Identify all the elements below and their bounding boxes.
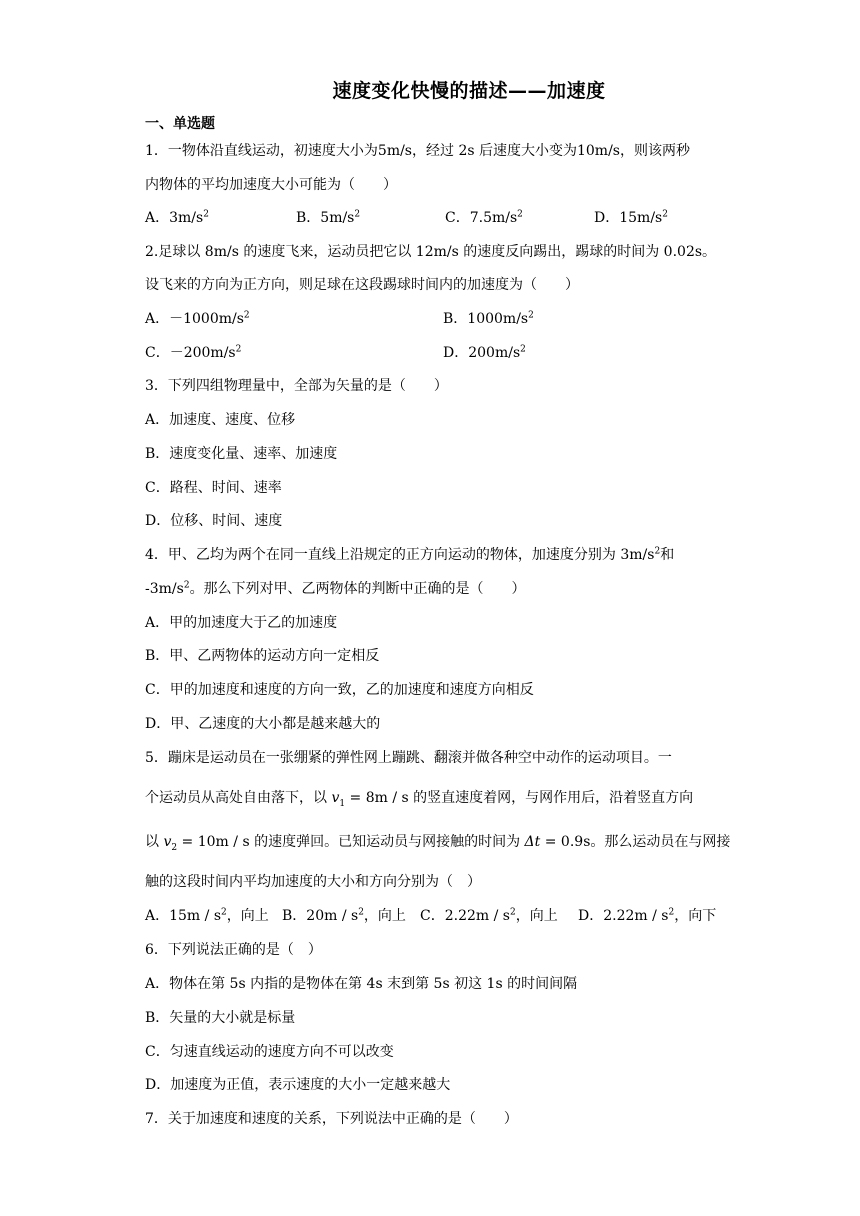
question-5-option-c[interactable]: C．$2.22m / s^2$，向上 [420,907,558,924]
question-2-text-cont: 设飞来的方向为正方向，则足球在这段踢球时间内的加速度为（ ） [145,277,579,293]
question-4-option-d[interactable]: D．甲、乙速度的大小都是越来越大的 [145,716,381,732]
question-3-option-a[interactable]: A．加速度、速度、位移 [145,412,296,428]
question-4-option-b[interactable]: B．甲、乙两物体的运动方向一定相反 [145,648,380,664]
question-6-option-c[interactable]: C．匀速直线运动的速度方向不可以改变 [145,1044,394,1060]
question-5-text: 5．蹦床是运动员在一张绷紧的弹性网上蹦跳、翻滚并做各种空中动作的运动项目。一 [145,750,672,766]
question-1-text: 1．一物体沿直线运动，初速度大小为5m/s，经过 2s 后速度大小变为10m/s，则该两秒 [145,143,690,159]
question-7-text: 7．关于加速度和速度的关系，下列说法中正确的是（ ） [145,1111,518,1127]
section-heading: 一、单选题 [145,116,215,132]
question-5-option-a[interactable]: A．$15m / s^2$，向上 [145,907,269,924]
question-1-option-a[interactable]: A．$3m/s^2$ [145,209,209,226]
question-3-option-b[interactable]: B．速度变化量、速率、加速度 [145,446,338,462]
question-3-option-c[interactable]: C．路程、时间、速率 [145,480,282,496]
question-4-text-cont: $-3m/s^2$。那么下列对甲、乙两物体的判断中正确的是（ ） [145,580,526,597]
question-1-option-b[interactable]: B．$5m/s^2$ [296,209,361,226]
question-2-option-c[interactable]: C．$-200m/s^2$ [145,344,242,361]
question-5-text-cont-3: 触的这段时间内平均加速度的大小和方向分别为（ ） [145,874,481,890]
question-3-text: 3．下列四组物理量中，全部为矢量的是（ ） [145,378,448,394]
question-6-option-a[interactable]: A．物体在第 5s 内指的是物体在第 4s 末到第 5s 初这 1s 的时间间隔 [145,976,578,992]
question-1-option-c[interactable]: C．$7.5m/s^2$ [445,209,523,226]
question-5-text-cont-2: 以 $v_2 = 10m / s$ 的速度弹回。已知运动员与网接触的时间为 Δt = 0.9s。那么运动员在与网接 [145,834,731,853]
question-1-text-cont: 内物体的平均加速度大小可能为（ ） [145,177,397,193]
question-3-option-d[interactable]: D．位移、时间、速度 [145,513,283,529]
question-4-option-a[interactable]: A．甲的加速度大于乙的加速度 [145,615,338,631]
question-2-option-d[interactable]: D．$200m/s^2$ [443,344,526,361]
question-5-text-cont: 个运动员从高处自由落下，以 $v_1 = 8m / s$ 的竖直速度着网，与网作用后，沿着竖直方向 [145,790,694,809]
question-5-option-d[interactable]: D．$2.22m / s^2$，向下 [578,907,717,924]
question-2-text: 2.足球以 8m/s 的速度飞来，运动员把它以 12m/s 的速度反向踢出，踢球的时间为 0.02s。 [145,244,717,260]
question-6-option-b[interactable]: B．矢量的大小就是标量 [145,1010,296,1026]
question-1-option-d[interactable]: D．$15m/s^2$ [594,209,668,226]
document-title: 速度变化快慢的描述——加速度 [332,80,606,102]
question-5-option-b[interactable]: B．$20m / s^2$，向上 [282,907,406,924]
question-4-option-c[interactable]: C．甲的加速度和速度的方向一致，乙的加速度和速度方向相反 [145,682,534,698]
question-6-option-d[interactable]: D．加速度为正值，表示速度的大小一定越来越大 [145,1077,451,1093]
question-2-option-a[interactable]: A．$-1000m/s^2$ [145,310,250,327]
question-2-option-b[interactable]: B．$1000m/s^2$ [443,310,534,327]
question-6-text: 6．下列说法正确的是（ ） [145,942,322,958]
question-4-text: 4．甲、乙均为两个在同一直线上沿规定的正方向运动的物体，加速度分别为 $3m/s^2$和 [145,546,675,563]
